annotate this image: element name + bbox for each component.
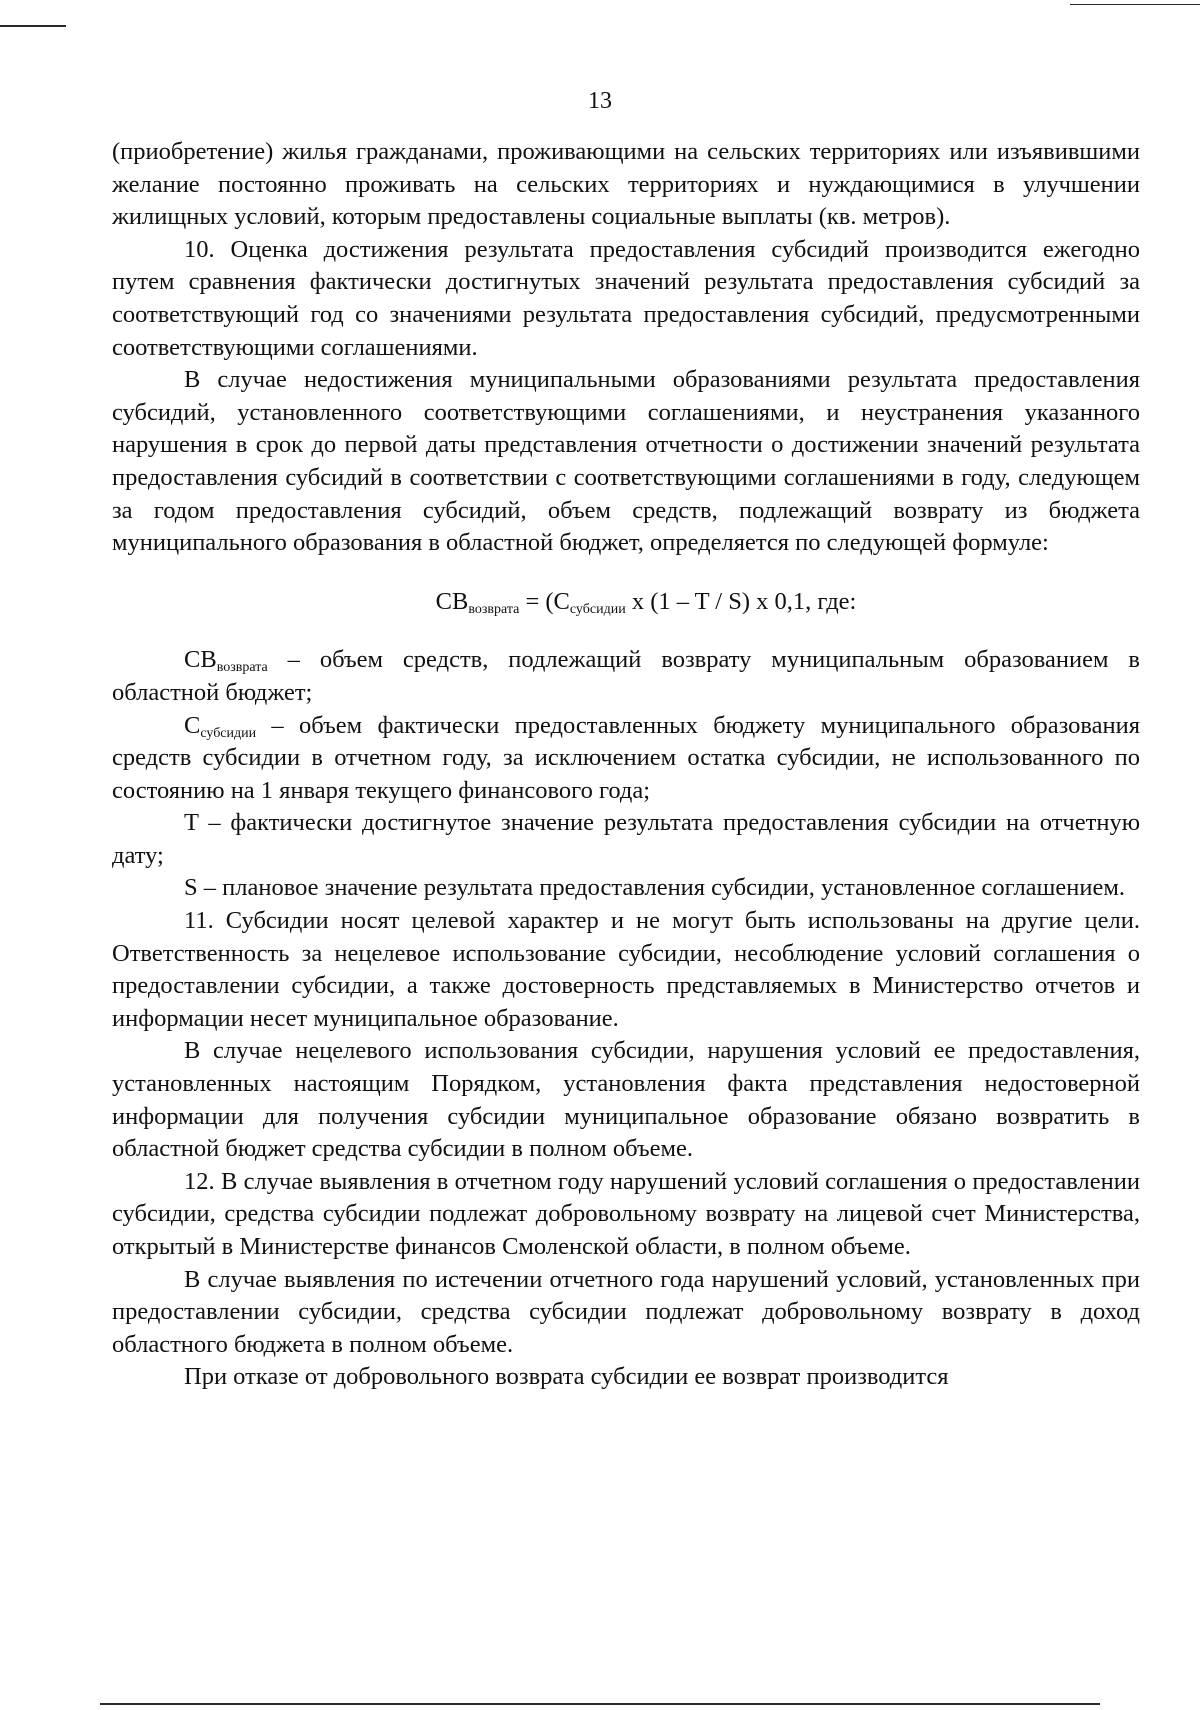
definition-cv bbox=[112, 644, 1140, 709]
formula-rest: x (1 – T / S) x 0,1, где: bbox=[625, 587, 857, 615]
paragraph-item-10: 10. Оценка достижения результата предоставления субсидий производится ежегодно путем сравнения фактически достигнутых значений результата предоставления субсидий за соответствующий год со значениями результата предоставления субсидий, предусмотренными соответствующими соглашениями. bbox=[112, 235, 1140, 361]
paragraph-after-year: В случае выявления по истечении отчетного года нарушений условий, установленных при предоставлении субсидии, средства субсидии подлежат добровольному возврату в доход областного бюджета в полном объеме. bbox=[112, 1265, 1140, 1358]
document-body bbox=[112, 136, 1140, 1394]
definition-c-text: – объем фактически предоставленных бюджету муниципального образования средств субсидии в отчетном году, за исключением остатка субсидии, не использованного по состоянию на 1 января текущего финансового года; bbox=[112, 711, 1140, 804]
formula bbox=[112, 586, 1140, 619]
scan-margin-line-bottom bbox=[100, 1703, 1100, 1705]
formula-cv-subscript: возврата bbox=[468, 601, 520, 617]
definition-cv-text: – объем средств, подлежащий возврату муниципальным образованием в областной бюджет; bbox=[112, 646, 1140, 706]
paragraph-item-11: 11. Субсидии носят целевой характер и не могут быть использованы на другие цели. Ответственность за нецелевое использование субсидии, несоблюдение условий соглашения о предоставлении субсидии, а также достоверность представляемых в Министерство отчетов и информации несет муниципальное образование. bbox=[112, 907, 1140, 1032]
definition-c bbox=[112, 710, 1140, 808]
definition-s: S – плановое значение результата предоставления субсидии, установленное соглашением. bbox=[184, 874, 1126, 902]
paragraph-refusal: При отказе от добровольного возврата субсидии ее возврат производится bbox=[184, 1363, 949, 1391]
formula-eq-open: = (С bbox=[519, 587, 570, 615]
definition-c-subscript: субсидии bbox=[200, 725, 257, 741]
paragraph-continuation: (приобретение) жилья гражданами, проживающими на сельских территориях или изъявившими желание постоянно проживать на сельских территориях и нуждающимися в улучшении жилищных условий, которым предоставлены социальные выплаты (кв. метров). bbox=[112, 138, 1140, 231]
formula-c-subscript: субсидии bbox=[569, 601, 626, 617]
definition-t: T – фактически достигнутое значение результата предоставления субсидии на отчетную дату; bbox=[112, 809, 1140, 869]
definition-cv-subscript: возврата bbox=[216, 660, 268, 676]
paragraph-non-achievement: В случае недостижения муниципальными образованиями результата предоставления субсидий, установленного соответствующими соглашениями, и неустранения указанного нарушения в срок до первой даты представления отчетности о достижении значений результата предоставления субсидий в соответствии с соответствующими соглашениями в году, следующем за годом предоставления субсидий, объем средств, подлежащий возврату из бюджета муниципального образования в областной бюджет, определяется по следующей формуле: bbox=[112, 366, 1140, 557]
paragraph-item-12: 12. В случае выявления в отчетном году нарушений условий соглашения о предоставлении субсидии, средства субсидии подлежат добровольному возврату на лицевой счет Министерства, открытый в Министерстве финансов Смоленской области, в полном объеме. bbox=[112, 1167, 1140, 1260]
formula-cv: СВ bbox=[435, 587, 469, 615]
page-number: 13 bbox=[588, 88, 612, 114]
definition-c-symbol: С bbox=[184, 711, 201, 739]
definition-cv-symbol: СВ bbox=[184, 646, 217, 674]
scan-margin-line-top-left bbox=[0, 25, 66, 27]
scan-margin-line-top-right bbox=[1070, 4, 1200, 5]
paragraph-misuse: В случае нецелевого использования субсидии, нарушения условий ее предоставления, установленных настоящим Порядком, установления факта представления недостоверной информации для получения субсидии муниципальное образование обязано возвратить в областной бюджет средства субсидии в полном объеме. bbox=[112, 1037, 1140, 1163]
